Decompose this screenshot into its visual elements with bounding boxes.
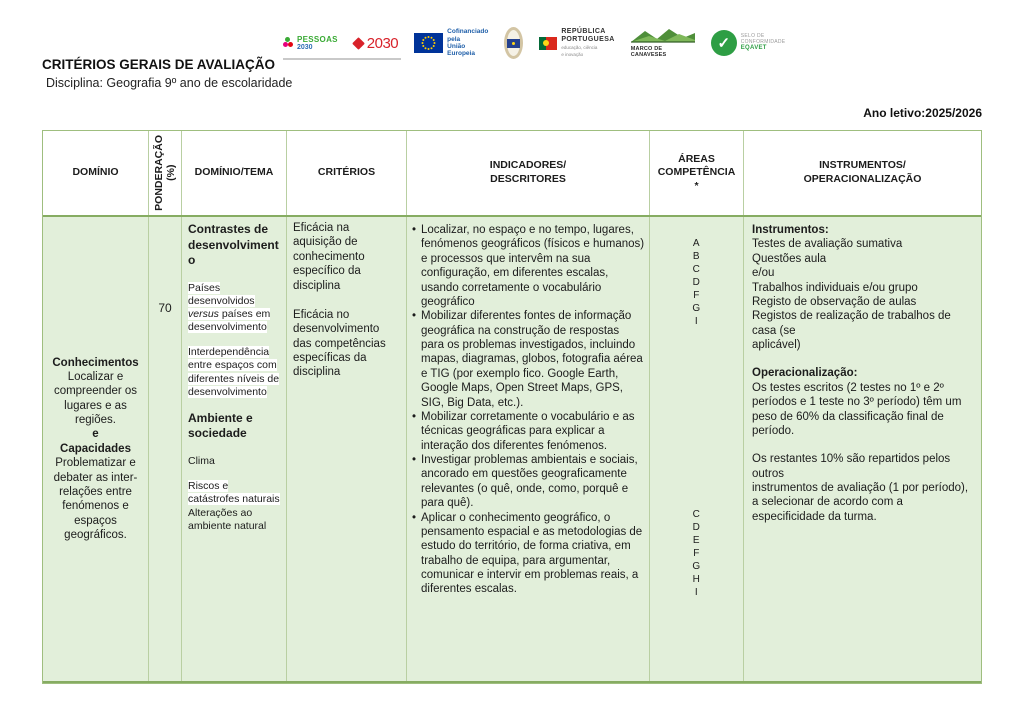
table-header-row — [43, 131, 981, 217]
letter: D — [692, 522, 701, 533]
portugal-2030-logo — [354, 35, 398, 52]
dominio-conhecimentos: Conhecimentos — [52, 356, 139, 369]
republica-label-line1: REPÚBLICA — [561, 28, 606, 36]
portugal-2030-icon — [352, 37, 365, 50]
republica-sub-line2: e inovação — [561, 52, 584, 58]
portugal-flag-icon — [539, 37, 557, 50]
eqavet-label-line2: CONFORMIDADE — [740, 38, 786, 45]
tema-interdependencia-text: Interdependência entre espaços com diferentes níveis de desenvolvimento — [188, 346, 280, 398]
indicador-2-text: Mobilizar diferentes fontes de informação geográfica na construção de respostas para os problemas investigados, incluindo mapas, diagramas, globos, fotografia aérea e TIG (por exemplo fico. Google Earth, Google Maps, Open Street Maps, GPS, SIG, Big Data, etc.). — [421, 310, 643, 409]
letter: G — [692, 561, 701, 572]
letter: G — [692, 303, 701, 314]
header-areas-competencia — [650, 131, 744, 215]
tema-clima: Clima — [188, 454, 215, 467]
letter: F — [693, 548, 700, 559]
eqavet-logo — [711, 30, 786, 56]
letter: D — [692, 277, 701, 288]
letter: I — [694, 316, 699, 327]
indicador-2 — [412, 309, 645, 410]
header-dominio: DOMÍNIO — [43, 131, 149, 215]
header-areas-asterisk: * — [694, 179, 699, 192]
eu-cofunded-logo — [414, 28, 488, 58]
instrumento-line: Registos de realização de trabalhos de casa (se — [752, 310, 951, 337]
criterio-1: Eficácia na aquisição de conhecimento específico da disciplina — [293, 222, 365, 292]
header-areas-line2: COMPETÊNCIA — [657, 166, 736, 179]
republica-sub-line1: educação, ciência — [561, 44, 598, 50]
instrumento-line: aplicável) — [752, 339, 801, 351]
letter: H — [692, 574, 701, 585]
indicador-3 — [412, 410, 645, 453]
bullet-icon: • — [412, 310, 417, 323]
letter: C — [692, 264, 701, 275]
evaluation-criteria-table — [42, 130, 982, 684]
mountains-icon — [631, 28, 695, 45]
header-ponderacao — [149, 131, 182, 215]
dominio-e: e — [92, 428, 99, 441]
letter: F — [693, 290, 700, 301]
dominio-capacidades: Capacidades — [60, 442, 131, 455]
marco-de-canaveses-logo — [631, 28, 695, 58]
header-instrumentos-line1: INSTRUMENTOS/ — [819, 159, 906, 172]
indicador-3-text: Mobilizar corretamente o vocabulário e as técnicas geográficas para explicar a interação dos diferentes fenómenos. — [421, 410, 635, 452]
header-criterios: CRITÉRIOS — [287, 131, 407, 215]
eqavet-label-line3: EQAVET — [740, 45, 767, 52]
tema-riscos-text: Riscos e catástrofes naturais — [188, 480, 280, 506]
instrumento-line: Registo de observação de aulas — [752, 295, 917, 308]
header-ponderacao-text: PONDERAÇÃO — [152, 135, 165, 211]
tema-interdependencia — [188, 346, 280, 399]
eu-flag-icon — [414, 33, 443, 53]
competence-letters-group-2 — [656, 508, 737, 599]
header-indicadores — [407, 131, 650, 215]
indicador-4-text: Investigar problemas ambientais e sociais, ancorado em questões geograficamente relevantes (o quê, onde, como, porquê e para quê). — [421, 454, 638, 510]
page-title: CRITÉRIOS GERAIS DE AVALIAÇÃO — [42, 57, 276, 72]
pessoas-label: PESSOAS — [297, 34, 338, 44]
cell-dominio-tema — [182, 217, 287, 681]
header-dominio-tema: DOMÍNIO/TEMA — [182, 131, 287, 215]
tema-paises-versus: versus — [188, 308, 219, 321]
header-indicadores-line1: INDICADORES/ — [489, 159, 567, 172]
header-instrumentos-line2: OPERACIONALIZAÇÃO — [803, 173, 922, 185]
tema-paises-pre: Países desenvolvidos — [188, 281, 255, 307]
operacionalizacao-heading: Operacionalização: — [752, 367, 858, 380]
cell-instrumentos — [744, 217, 981, 681]
pessoas-tagline-rule — [283, 58, 401, 60]
letter: B — [692, 251, 701, 262]
instrumento-line: Questões aula — [752, 252, 827, 265]
tema-paises-post: países em desenvolvimento — [188, 308, 271, 334]
header-indicadores-line2: DESCRITORES — [490, 173, 566, 185]
spacer — [752, 438, 975, 452]
letter: E — [692, 535, 701, 546]
letter: C — [692, 509, 701, 520]
header-areas-line1: ÁREAS — [678, 152, 715, 165]
operacionalizacao-paragraph-2a: Os restantes 10% são repartidos pelos outros — [752, 453, 951, 480]
competence-letters-group-1 — [656, 237, 737, 328]
bullet-icon: • — [412, 224, 417, 236]
indicador-5 — [412, 511, 645, 597]
pessoas-flower-icon — [283, 37, 293, 49]
republica-label-line2: PORTUGUESA — [561, 35, 615, 43]
instrumentos-heading: Instrumentos: — [752, 224, 829, 236]
instrumento-line: Trabalhos individuais e/ou grupo — [752, 281, 918, 294]
cell-indicadores — [407, 217, 650, 681]
instrumento-line: e/ou — [752, 267, 775, 280]
cell-criterios — [287, 217, 407, 681]
indicador-1-text: Localizar, no espaço e no tempo, lugares, fenómenos geográficos (físicos e humanos) e processos que intervêm na sua configuração, em diferentes escalas, usando corretamente o vocabulário geográfico — [421, 224, 645, 308]
tema-heading-ambiente: Ambiente e sociedade — [188, 410, 253, 441]
pessoas-2030-label: 2030 — [297, 43, 313, 51]
letter: I — [694, 587, 699, 598]
operacionalizacao-paragraph-2b: instrumentos de avaliação (1 por período), a selecionar de acordo com a especificidade da turma. — [752, 482, 969, 523]
eqavet-check-icon: ✓ — [711, 30, 737, 56]
school-seal-logo — [504, 27, 523, 59]
eu-cofunded-label-line2: União Europeia — [447, 43, 475, 58]
dominio-text-1: Localizar e compreender os lugares e as regiões. — [53, 370, 138, 427]
header-ponderacao-unit: (%) — [165, 164, 177, 182]
republica-portuguesa-logo — [539, 28, 614, 57]
cell-ponderacao: 70 — [149, 217, 182, 681]
dominio-text-2: Problematizar e debater as inter-relações entre fenómenos e espaços geográficos. — [53, 457, 138, 542]
bullet-icon: • — [412, 511, 417, 524]
cell-dominio — [43, 217, 149, 681]
tema-heading-contrastes: Contrastes de desenvolvimento — [188, 222, 279, 268]
page-subtitle: Disciplina: Geografia 9º ano de escolaridade — [46, 76, 293, 90]
indicador-4 — [412, 453, 645, 511]
criterio-2: Eficácia no desenvolvimento das competências específicas da disciplina — [293, 308, 386, 379]
portugal-2030-label: 2030 — [366, 34, 399, 52]
eqavet-label-line1: SELO DE — [740, 32, 765, 39]
tema-riscos — [188, 480, 280, 506]
pessoas-2030-logo — [283, 36, 338, 51]
instrumento-line: Testes de avaliação sumativa — [752, 238, 903, 251]
marco-de-canaveses-label: MARCO DE CANAVESES — [630, 46, 667, 58]
eu-cofunded-label-line1: Cofinanciado pela — [447, 28, 489, 43]
indicador-1 — [412, 223, 645, 309]
cell-areas-competencia — [650, 217, 744, 681]
header-instrumentos — [744, 131, 981, 215]
bullet-icon: • — [412, 410, 417, 423]
table-body-row — [43, 217, 981, 683]
spacer — [752, 352, 975, 366]
bullet-icon: • — [412, 454, 417, 466]
school-year-label: Ano letivo:2025/2026 — [863, 106, 982, 120]
operacionalizacao-paragraph-1: Os testes escritos (2 testes no 1º e 2º períodos e 1 teste no 3º período) têm um peso de 60% da classificação final de período. — [752, 381, 962, 437]
tema-paises — [188, 282, 280, 335]
tema-alteracoes: Alterações ao ambiente natural — [188, 507, 267, 533]
letter: A — [692, 238, 701, 249]
indicador-5-text: Aplicar o conhecimento geográfico, o pensamento espacial e as metodologias de estudo do território, de forma criativa, em trabalho de equipa, para argumentar, comunicar e intervir em problemas reais, a diferentes escalas. — [421, 511, 643, 596]
